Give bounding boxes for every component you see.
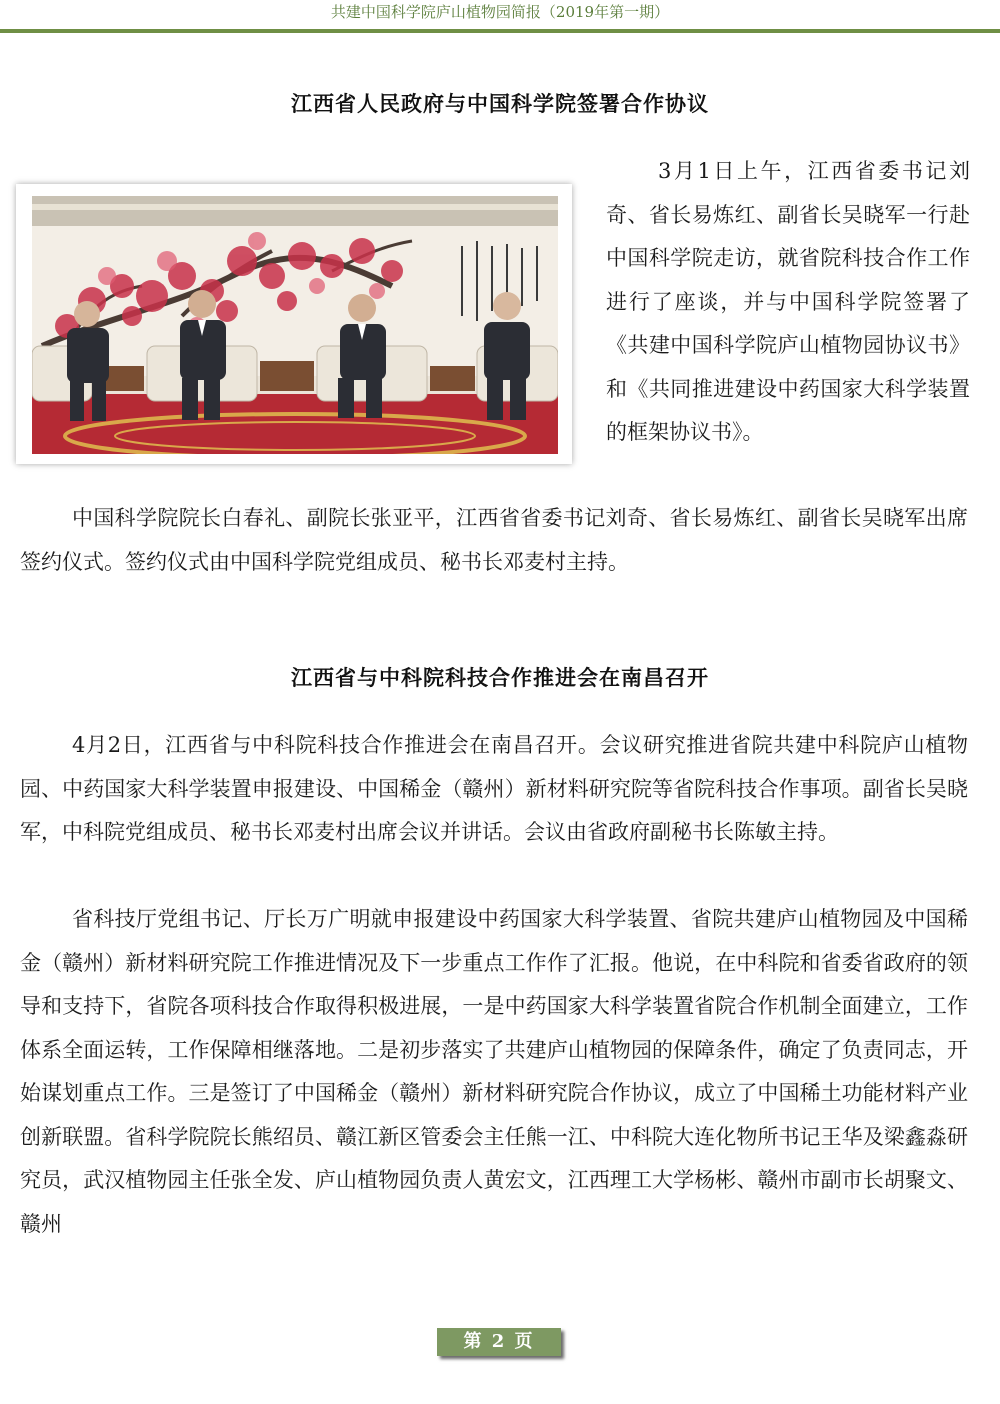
meeting-photo-image [32,196,558,454]
article-title-2: 江西省与中科院科技合作推进会在南昌召开 [291,666,709,690]
article1-paragraph-2: 中国科学院院长白春礼、副院长张亚平，江西省省委书记刘奇、省长易炼红、副省长吴晓军出席签约仪式。签约仪式由中国科学院党组成员、秘书长邓麦村主持。 [20,506,968,574]
article-title-1: 江西省人民政府与中国科学院签署合作协议 [291,92,709,116]
article2-paragraph-1: 4月2日，江西省与中科院科技合作推进会在南昌召开。会议研究推进省院共建中科院庐山植物园、中药国家大科学装置申报建设、中国稀金（赣州）新材料研究院等省院科技合作事项。副省长吴晓军，中科院党组成员、秘书长邓麦村出席会议并讲话。会议由省政府副秘书长陈敏主持。 [20,733,968,844]
article2-paragraph-2: 省科技厅党组书记、厅长万广明就申报建设中药国家大科学装置、省院共建庐山植物园及中国稀金（赣州）新材料研究院工作推进情况及下一步重点工作作了汇报。他说，在中科院和省委省政府的领导和支持下，省院各项科技合作取得积极进展，一是中药国家大科学装置省院合作机制全面建立，工作体系全面运转，工作保障相继落地。二是初步落实了共建庐山植物园的保障条件，确定了负责同志，开始谋划重点工作。三是签订了中国稀金（赣州）新材料研究院合作协议，成立了中国稀土功能材料产业创新联盟。省科学院院长熊绍员、赣江新区管委会主任熊一江、中科院大连化物所书记王华及梁鑫淼研究员，武汉植物园主任张全发、庐山植物园负责人黄宏文，江西理工大学杨彬、赣州市副市长胡聚文、赣州 [20,907,968,1236]
meeting-photo [16,184,572,464]
page-number-badge: 第 2 页 [437,1328,561,1356]
header-rule [0,29,1000,33]
running-header: 共建中国科学院庐山植物园简报（2019年第一期） [330,3,670,21]
article1-paragraph-1: 3月1日上午，江西省委书记刘奇、省长易炼红、副省长吴晓军一行赴中国科学院走访，就省院科技合作工作进行了座谈，并与中国科学院签署了《共建中国科学院庐山植物园协议书》和《共同推进建设中药国家大科学装置的框架协议书》。 [606,159,970,444]
